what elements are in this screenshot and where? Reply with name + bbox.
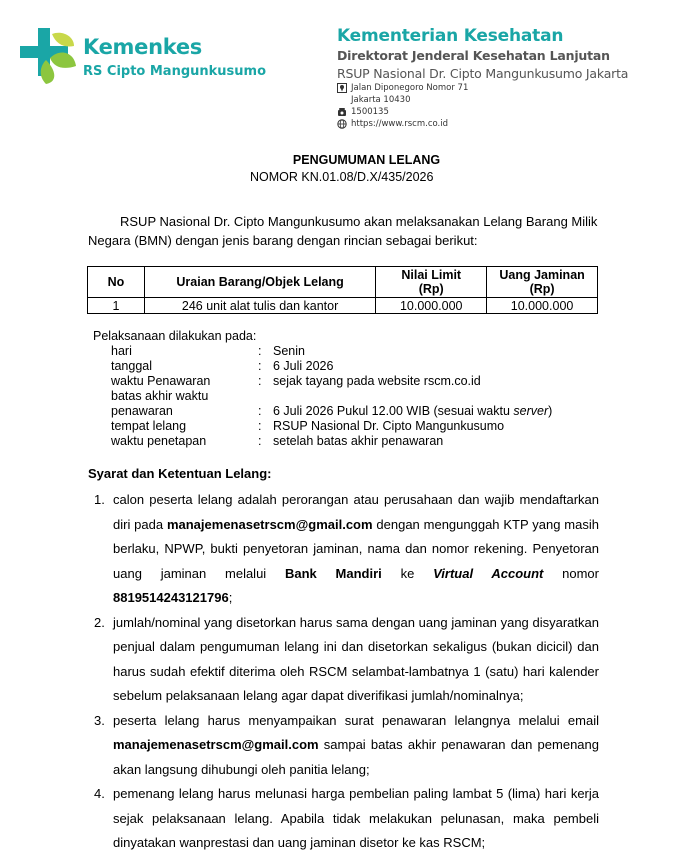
terms-text: jumlah/nominal yang disetorkan harus sama dengan uang jaminan yang disyaratkan penjual dalam pengumuman lelang ini dan disetorkan sekaligus (bukan dicicil) dan harus sudah efektif diterima oleh RSCM selambat-lambatnya 1 (satu) hari kalender sebelum pelaksanaan lelang agar dapat diverifikasi jumlah/nominalnya; [113, 614, 599, 703]
terms-text: peserta lelang harus menyampaikan surat penawaran lelangnya melalui email [113, 712, 599, 728]
terms-item-number: 3. [94, 712, 105, 728]
table-header-cell: Uraian Barang/Objek Lelang [144, 267, 375, 298]
schedule-label: tempat lelang [111, 419, 187, 433]
schedule-label: batas akhir waktu [111, 389, 209, 403]
directorate-name: Direktorat Jenderal Kesehatan Lanjutan [337, 48, 610, 63]
terms-emphasis: 8819514243121796 [113, 590, 229, 605]
website-line [337, 118, 657, 130]
schedule-value: sejak tayang pada website rscm.co.id [273, 374, 481, 388]
terms-text: dengan mengunggah KTP yang masih berlaku, NPWP, bukti penyetoran jaminan, nama dan nomor rekening. Penyetoran uang jaminan melalui [113, 516, 599, 581]
schedule-colon: : [258, 404, 262, 418]
address-city: Jakarta 10430 [351, 95, 411, 105]
address-line-1 [337, 82, 657, 94]
schedule-row [93, 359, 552, 374]
website-url[interactable]: https://www.rscm.co.id [351, 119, 449, 129]
intro-paragraph [88, 212, 600, 250]
logo-wordmark: Kemenkes [83, 35, 202, 59]
kemenkes-logo [16, 26, 266, 86]
terms-emphasis: manajemenasetrscm@gmail.com [113, 737, 319, 752]
table-header-cell: No [88, 267, 145, 298]
terms-item-text [113, 709, 599, 783]
address-line-2 [337, 94, 657, 106]
terms-item-text [113, 782, 599, 854]
schedule-label: waktu Penawaran [111, 374, 211, 388]
map-pin-icon [337, 83, 347, 93]
schedule-value: 6 Juli 2026 [273, 359, 334, 373]
terms-item-text [113, 488, 599, 611]
table-cell: 246 unit alat tulis dan kantor [144, 298, 375, 314]
schedule-colon [258, 389, 273, 404]
terms-item-number: 2. [94, 614, 105, 630]
institution-header [337, 26, 657, 130]
kemenkes-logo-icon [16, 26, 78, 86]
terms-emphasis: manajemenasetrscm@gmail.com [166, 516, 373, 532]
schedule-label: waktu penetapan [111, 434, 207, 448]
schedule-value: 6 Juli 2026 Pukul 12.00 WIB (sesuai waktu server) [273, 404, 553, 418]
address-street: Jalan Diponegoro Nomor 71 [351, 83, 469, 93]
terms-emphasis: Virtual Account [433, 565, 544, 581]
logo-subtitle: RS Cipto Mangunkusumo [83, 64, 267, 79]
terms-item [88, 782, 599, 854]
terms-text: nomor [543, 565, 599, 581]
table-row [88, 298, 598, 314]
terms-item-number: 4. [94, 786, 105, 801]
intro-text: RSUP Nasional Dr. Cipto Mangunkusumo akan melaksanakan Lelang Barang Milik Negara (BMN) dengan jenis barang dengan rincian sebagai berikut: [88, 214, 598, 248]
terms-item-number: 1. [94, 492, 105, 507]
hospital-name: RSUP Nasional Dr. Cipto Mangunkusumo Jakarta [337, 66, 629, 81]
schedule-row [93, 374, 552, 389]
schedule-heading: Pelaksanaan dilakukan pada: [93, 329, 257, 343]
nomor-label: NOMOR [250, 170, 298, 184]
schedule-value: Senin [273, 344, 305, 358]
terms-text: pemenang lelang harus melunasi harga pembelian paling lambat 5 (lima) hari kerja sejak pelaksanaan lelang. Apabila tidak melakukan pelunasan, maka pembeli dinyatakan wanprestasi dan uang jaminan disetor ke kas RSCM; [113, 786, 599, 850]
schedule-row [93, 419, 552, 434]
table-cell: 1 [88, 298, 145, 314]
schedule-label: hari [111, 344, 132, 358]
phone-icon [337, 107, 347, 117]
items-table [87, 266, 598, 314]
table-cell: 10.000.000 [487, 298, 598, 314]
terms-list [88, 488, 599, 854]
table-cell: 10.000.000 [376, 298, 487, 314]
schedule-colon: : [258, 359, 262, 373]
terms-heading: Syarat dan Ketentuan Lelang: [88, 466, 272, 481]
terms-item [88, 709, 599, 783]
schedule-row [93, 404, 552, 419]
schedule-row [93, 434, 552, 449]
terms-text: sampai batas akhir penawaran dan pemenang akan langsung dihubungi oleh panitia lelang; [113, 737, 599, 777]
terms-emphasis: Bank Mandiri [284, 565, 382, 581]
schedule-row [93, 389, 552, 404]
schedule-colon: : [258, 419, 262, 433]
document-number [250, 170, 433, 184]
terms-text: ke [381, 565, 434, 581]
schedule-value: setelah batas akhir penawaran [273, 434, 444, 448]
table-header-cell: Uang Jaminan (Rp) [487, 267, 598, 298]
terms-item [88, 611, 599, 709]
schedule-row [93, 344, 552, 359]
schedule-label: penawaran [111, 404, 173, 418]
schedule-colon: : [258, 344, 262, 358]
terms-item [88, 488, 599, 611]
globe-icon [337, 119, 347, 129]
ministry-name: Kementerian Kesehatan [337, 26, 564, 46]
phone-line [337, 106, 657, 118]
terms-item-text [113, 611, 599, 709]
schedule-block [93, 329, 552, 449]
terms-text: ; [228, 590, 233, 605]
schedule-colon: : [258, 434, 262, 448]
nomor-value: KN.01.08/D.X/435/2026 [301, 170, 434, 184]
document-title: PENGUMUMAN LELANG [292, 153, 441, 167]
table-header-row [88, 267, 598, 298]
schedule-value: RSUP Nasional Dr. Cipto Mangunkusumo [273, 419, 505, 433]
table-header-cell: Nilai Limit (Rp) [376, 267, 487, 298]
schedule-colon: : [258, 374, 262, 388]
phone-number: 1500135 [351, 107, 389, 117]
terms-text: calon peserta lelang adalah perorangan atau perusahaan dan wajib mendaftarkan diri pada [113, 492, 599, 532]
schedule-label: tanggal [111, 359, 153, 373]
